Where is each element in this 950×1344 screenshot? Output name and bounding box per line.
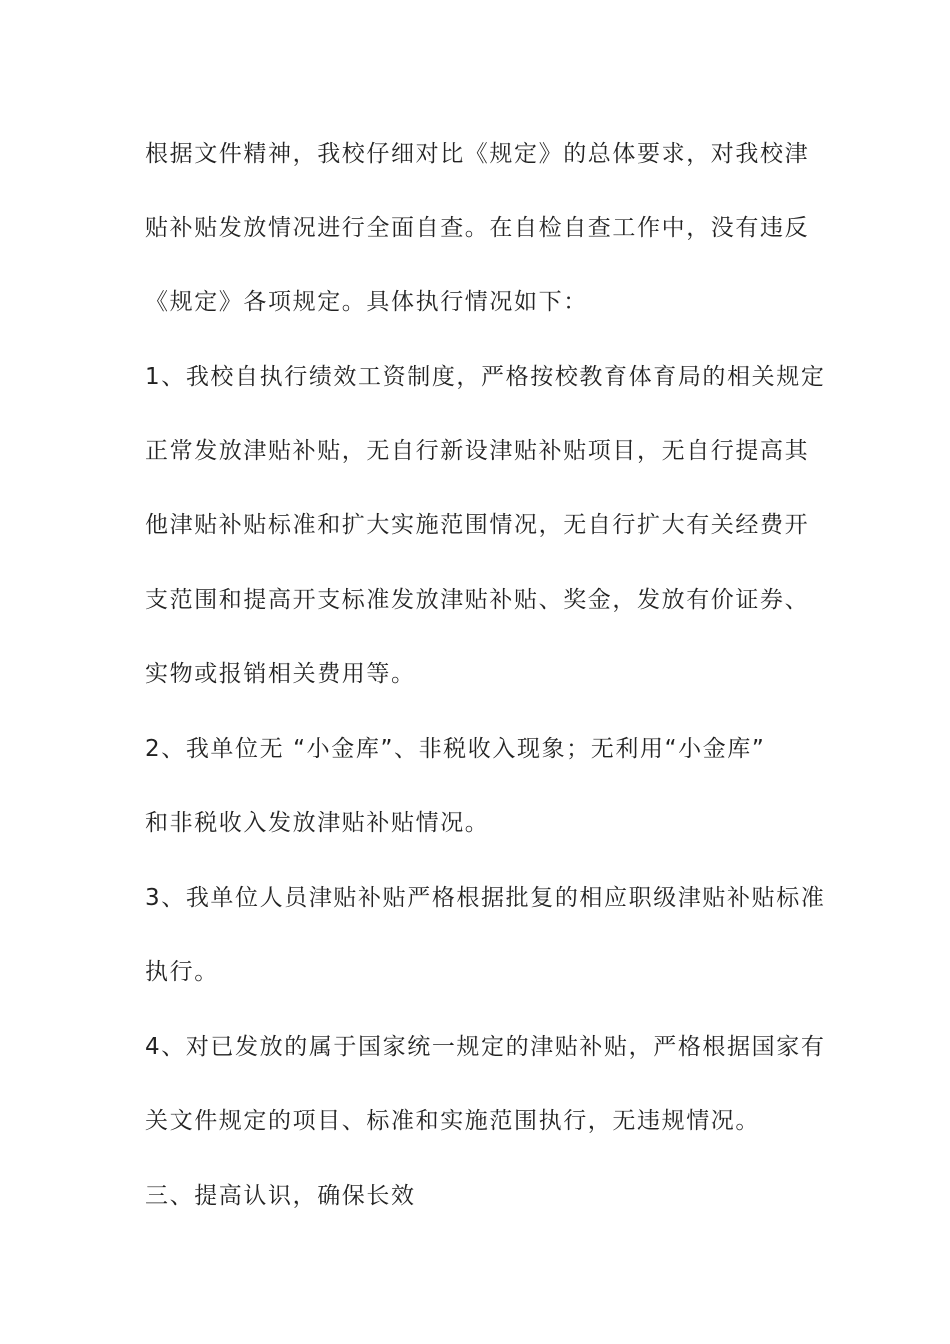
list-item-line: 正常发放津贴补贴，无自行新设津贴补贴项目，无自行提高其 [145,438,810,464]
list-item-line: 3、我单位人员津贴补贴严格根据批复的相应职级津贴补贴标准 [145,885,826,911]
list-item-line: 他津贴补贴标准和扩大实施范围情况，无自行扩大有关经费开 [145,512,810,538]
list-item-line: 2、我单位无 “小金库”、非税收入现象；无利用“小金库” [145,736,766,762]
paragraph-line: 贴补贴发放情况进行全面自查。在自检自查工作中，没有违反 [145,215,810,241]
list-item-line: 实物或报销相关费用等。 [145,661,416,687]
list-item-line: 4、对已发放的属于国家统一规定的津贴补贴，严格根据国家有 [145,1034,826,1060]
paragraph-line: 《规定》各项规定。具体执行情况如下： [145,289,588,315]
list-item-line: 执行。 [145,959,219,985]
section-heading: 三、提高认识，确保长效 [145,1183,416,1209]
list-item-line: 和非税收入发放津贴补贴情况。 [145,810,490,836]
paragraph-line: 根据文件精神，我校仔细对比《规定》的总体要求，对我校津 [145,141,810,167]
list-item-line: 1、我校自执行绩效工资制度，严格按校教育体育局的相关规定 [145,364,826,390]
list-item-line: 支范围和提高开支标准发放津贴补贴、奖金，发放有价证券、 [145,587,810,613]
list-item-line: 关文件规定的项目、标准和实施范围执行，无违规情况。 [145,1108,760,1134]
